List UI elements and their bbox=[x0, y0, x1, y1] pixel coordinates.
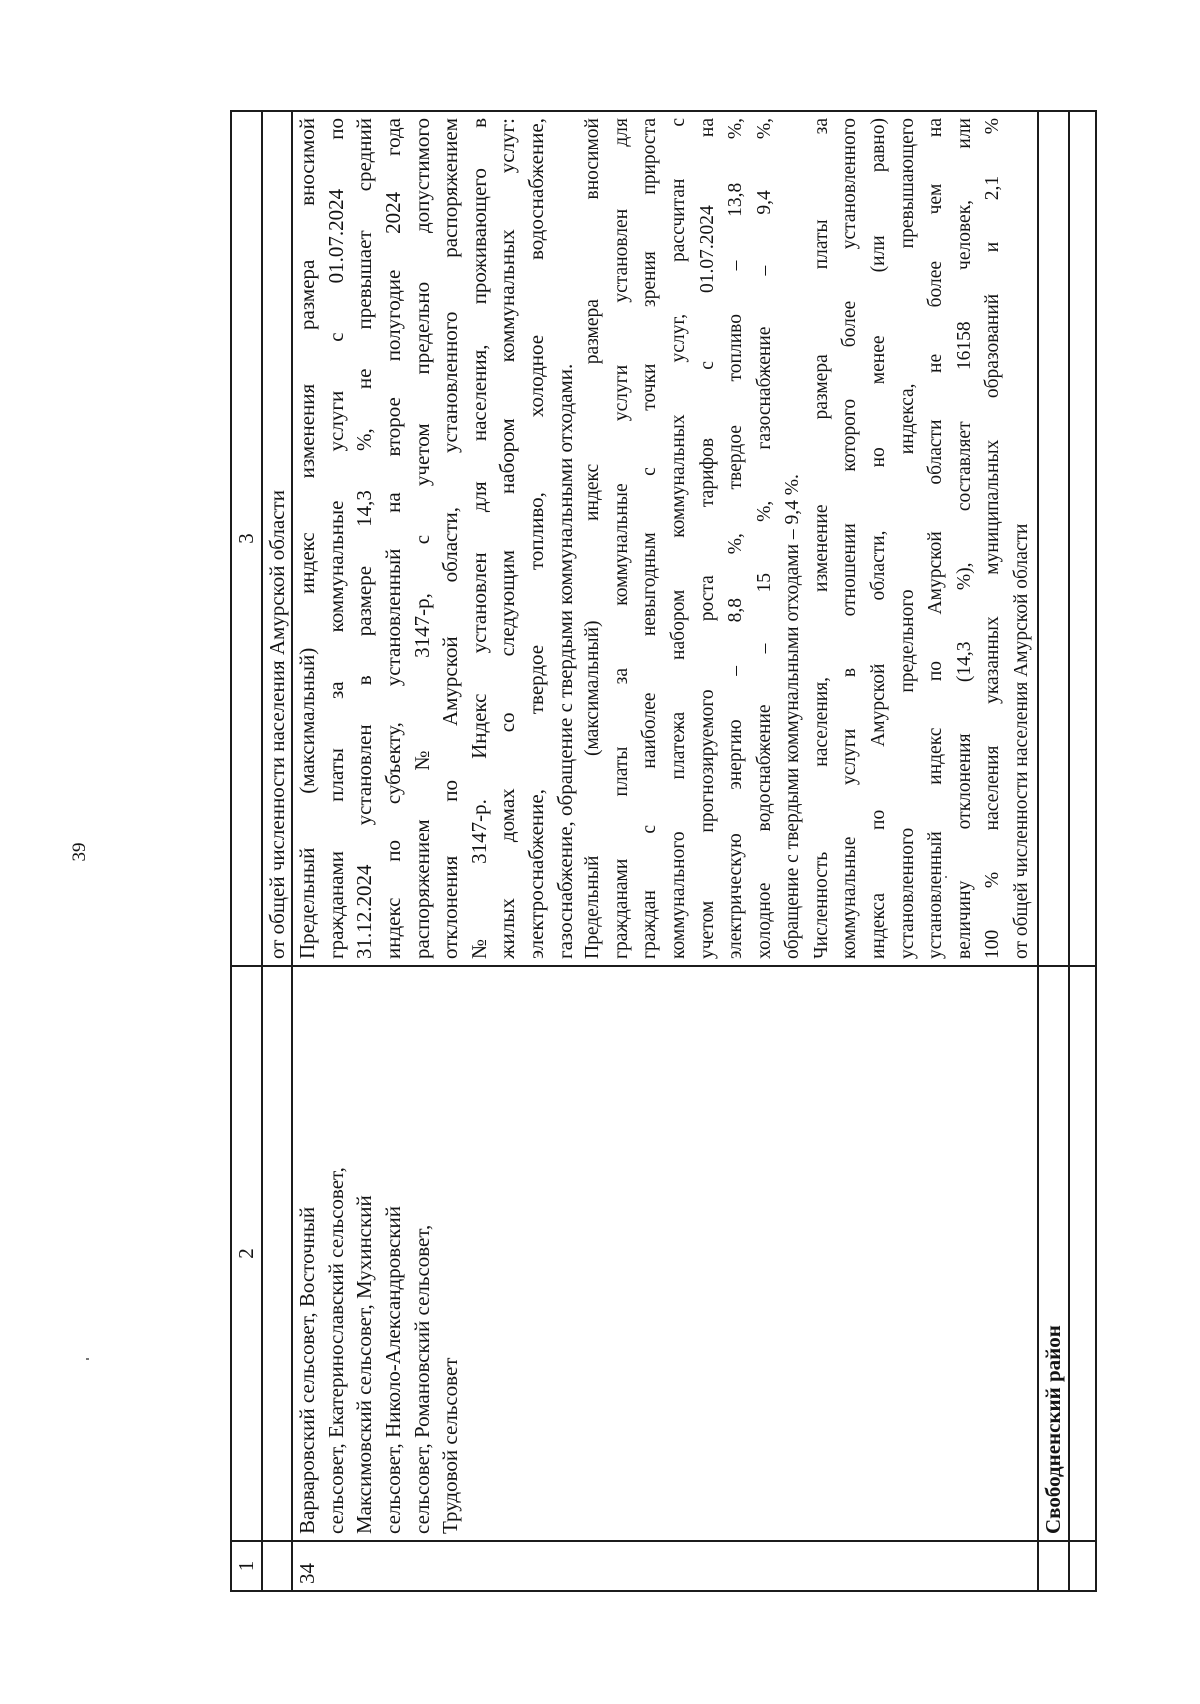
section-row bbox=[1038, 111, 1069, 1591]
settlement-line: Варваровский сельсовет, Восточный bbox=[295, 1206, 320, 1534]
text-line: коммунальные услуги в отношении которого более установленного bbox=[839, 118, 861, 959]
table-row-34 bbox=[292, 111, 1037, 1591]
text-line: электрическую энергию – 8,8 %, твердое топливо – 13,8 %, bbox=[725, 118, 747, 959]
text-line: обращение с твердыми коммунальными отходами – 9,4 %. bbox=[782, 474, 804, 959]
text-line: газоснабжение, обращение с твердыми коммунальными отходами. bbox=[552, 363, 577, 959]
scan-speck bbox=[86, 1358, 89, 1360]
text-line: № 3147-р. Индекс установлен для населения, проживающего в bbox=[466, 118, 491, 959]
document-sheet bbox=[230, 112, 1090, 1592]
continuation-cell-empty bbox=[262, 966, 293, 1541]
header-col-2: 2 bbox=[231, 966, 262, 1541]
continuation-cell-empty bbox=[262, 1541, 293, 1591]
text-line: холодное водоснабжение – 15 %, газоснабжение – 9,4 %, bbox=[753, 118, 775, 959]
text-line: индекса по Амурской области, но менее (или равно) bbox=[868, 118, 890, 959]
section-cell-empty bbox=[1038, 1541, 1069, 1591]
header-row bbox=[231, 111, 262, 1591]
page-number: 39 bbox=[69, 842, 90, 862]
settlement-line: Максимовский сельсовет, Мухинский bbox=[352, 1195, 377, 1534]
description-cell bbox=[292, 111, 1037, 966]
settlement-line: сельсовет, Николо-Александровский bbox=[380, 1206, 405, 1534]
paragraph-index-limit bbox=[293, 118, 579, 959]
empty-row bbox=[1069, 111, 1096, 1591]
text-line: установленный индекс по Амурской области не более чем на bbox=[925, 118, 947, 959]
text-line: Численность населения, изменение размера платы за bbox=[810, 118, 832, 959]
text-line: установленного предельного индекса, превышающего bbox=[896, 118, 918, 959]
text-line: граждан с наиболее невыгодным с точки зрения прироста bbox=[639, 118, 661, 959]
section-heading: Свободненский район bbox=[1038, 966, 1069, 1541]
paragraph-population bbox=[808, 118, 1037, 959]
text-line: 31.12.2024 установлен в размере 14,3 %, не превышает средний bbox=[352, 118, 377, 959]
text-line: от общей численности населения Амурской области bbox=[1011, 523, 1033, 959]
text-line: электроснабжение, твердое топливо, холодное водоснабжение, bbox=[523, 118, 548, 959]
paragraph-tariff-growth bbox=[579, 118, 808, 959]
header-col-1: 1 bbox=[231, 1541, 262, 1591]
text-line: жилых домах со следующим набором коммунальных услуг: bbox=[495, 118, 520, 959]
text-line: распоряжением № 3147-р, с учетом предельно допустимого bbox=[409, 118, 434, 959]
text-line: Предельный (максимальный) индекс размера вносимой bbox=[582, 118, 604, 959]
empty-cell bbox=[1069, 1541, 1096, 1591]
section-cell-empty bbox=[1038, 111, 1069, 966]
continuation-text: от общей численности населения Амурской области bbox=[262, 111, 293, 966]
settlement-line: сельсовет, Романовский сельсовет, bbox=[409, 1224, 434, 1534]
tariff-table bbox=[230, 110, 1097, 1592]
continuation-row bbox=[262, 111, 293, 1591]
settlements-list bbox=[293, 973, 465, 1534]
header-col-3: 3 bbox=[231, 111, 262, 966]
row-number: 34 bbox=[292, 1541, 1037, 1591]
empty-cell bbox=[1069, 111, 1096, 966]
settlement-line: Трудовой сельсовет bbox=[438, 1357, 463, 1534]
text-line: гражданами платы за коммунальные услуги с 01.07.2024 по bbox=[323, 118, 348, 959]
settlements-cell bbox=[292, 966, 1037, 1541]
text-line: отклонения по Амурской области, установленного распоряжением bbox=[438, 118, 463, 959]
empty-cell bbox=[1069, 966, 1096, 1541]
text-line: учетом прогнозируемого роста тарифов с 01.07.2024 на bbox=[696, 118, 718, 959]
text-line: величину отклонения (14,3 %), составляет 16158 человек, или bbox=[953, 118, 975, 959]
text-line: 100 % населения указанных муниципальных образований и 2,1 % bbox=[982, 118, 1004, 959]
text-line: гражданами платы за коммунальные услуги установлен для bbox=[610, 118, 632, 959]
text-line: индекс по субъекту, установленный на второе полугодие 2024 года bbox=[380, 118, 405, 959]
text-line: Предельный (максимальный) индекс изменения размера вносимой bbox=[295, 118, 320, 959]
text-line: коммунального платежа набором коммунальных услуг, рассчитан с bbox=[667, 118, 689, 959]
settlement-line: сельсовет, Екатеринославский сельсовет, bbox=[323, 1167, 348, 1534]
